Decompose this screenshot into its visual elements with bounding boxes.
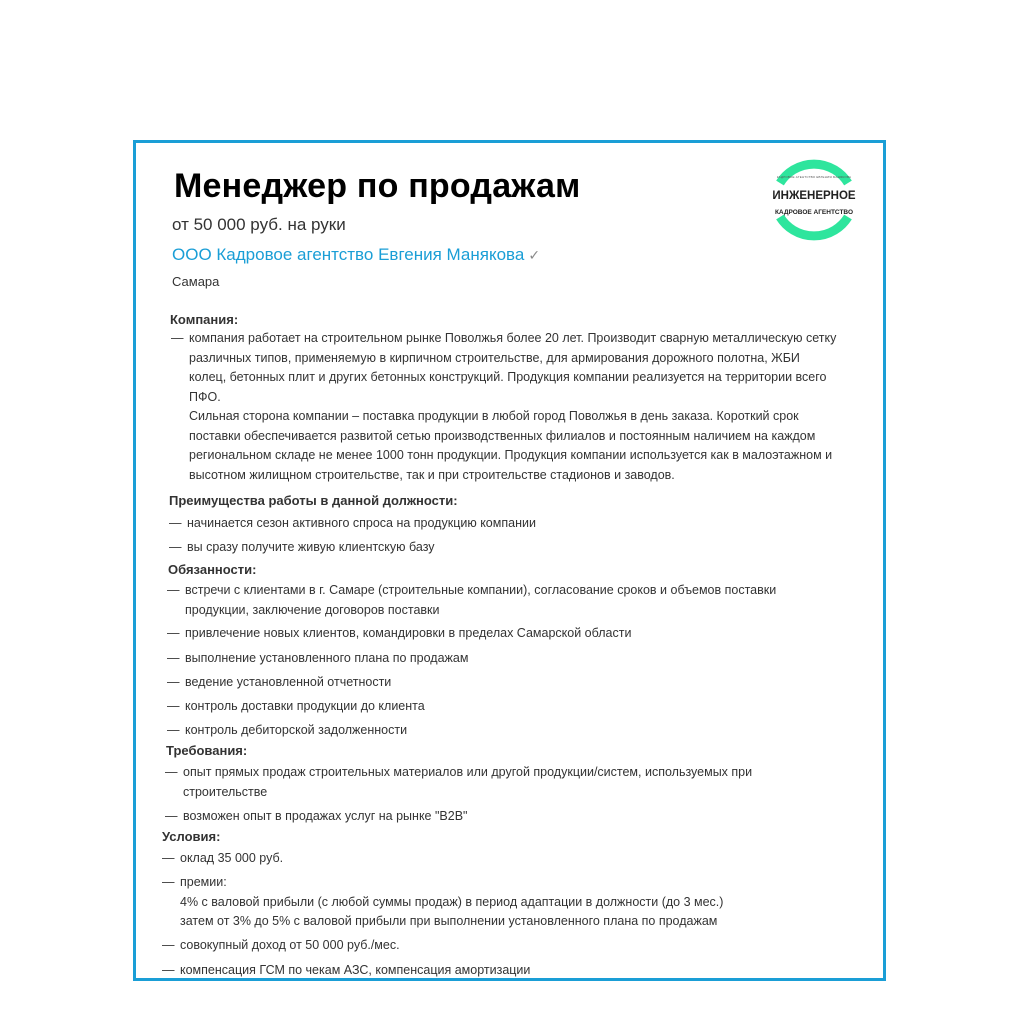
list-item	[167, 649, 867, 669]
list-item	[167, 697, 867, 717]
company-text-line: различных типов, применяемую в кирпичном строительстве, для армирования дорожного полотна, ЖБИ	[189, 350, 800, 365]
list-item-text: 4% с валовой прибыли (с любой суммы продаж) в период адаптации в должности (до 3 мес.)	[180, 894, 724, 909]
dash-marker: —	[171, 331, 184, 345]
company-text-line: ПФО.	[189, 389, 221, 404]
company-link[interactable]	[172, 245, 540, 265]
list-item-text: премии:	[180, 875, 227, 889]
dash-marker: —	[162, 963, 175, 977]
list-item-text: опыт прямых продаж строительных материалов или другой продукции/систем, используемых при	[183, 765, 753, 779]
list-item	[165, 807, 865, 827]
duties-heading: Обязанности:	[168, 562, 257, 577]
list-item	[162, 849, 862, 869]
salary: от 50 000 руб. на руки	[172, 215, 346, 234]
dash-marker: —	[167, 723, 180, 737]
company-text-line: поставки обеспечивается развитой сетью производственных филиалов и постоянным наличием на каждом	[189, 428, 816, 443]
list-item	[162, 961, 862, 981]
dash-marker: —	[162, 875, 175, 889]
company-text-line: Сильная сторона компании – поставка продукции в любой город Поволжья в день заказа. Короткий срок	[189, 409, 799, 423]
advantages-heading: Преимущества работы в данной должности:	[169, 493, 458, 508]
list-item-text: выполнение установленного плана по продажам	[185, 651, 469, 665]
company-text-line: колец, бетонных плит и других бетонных конструкций. Продукция компании реализуется на территории всего	[189, 370, 827, 384]
dash-marker: —	[167, 626, 180, 640]
dash-marker: —	[169, 516, 182, 530]
company-name[interactable]: ООО Кадровое агентство Евгения Манякова	[172, 245, 525, 264]
vacancy-title: Менеджер по продажам	[174, 167, 581, 205]
list-item-text: контроль дебиторской задолженности	[185, 723, 408, 737]
company-text-line: высотном жилищном строительстве, так и при строительстве стадионов и заводов.	[189, 467, 675, 482]
logo-tagline: КАДРОВОЕ АГЕНТСТВО ЕВГЕНИЯ МАНЯКОВА	[776, 175, 852, 179]
dash-marker: —	[167, 651, 180, 665]
list-item	[169, 514, 869, 534]
vacancy-card	[133, 140, 886, 981]
list-item-text: оклад 35 000 руб.	[180, 851, 284, 865]
list-item-text: продукции, заключение договоров поставки	[185, 602, 440, 617]
dash-marker: —	[165, 765, 178, 779]
list-item-text: строительстве	[183, 784, 268, 799]
list-item-text: вы сразу получите живую клиентскую базу	[187, 540, 435, 554]
list-item-text: затем от 3% до 5% с валовой прибыли при выполнении установленного плана по продажам	[180, 914, 718, 928]
company-description	[171, 329, 871, 485]
dash-marker: —	[167, 699, 180, 713]
list-item-text: начинается сезон активного спроса на продукцию компании	[187, 516, 536, 530]
list-item	[167, 581, 867, 620]
verified-check-icon: ✓	[528, 246, 541, 263]
company-logo	[766, 155, 862, 243]
list-item	[167, 624, 867, 644]
list-item-text: совокупный доход от 50 000 руб./мес.	[180, 938, 400, 952]
company-text-line: компания работает на строительном рынке Поволжья более 20 лет. Производит сварную металлическую сетку	[189, 331, 837, 345]
list-item	[167, 673, 867, 693]
dash-marker: —	[167, 583, 180, 597]
dash-marker: —	[162, 851, 175, 865]
list-item-text: контроль доставки продукции до клиента	[185, 699, 425, 713]
logo-name: ИНЖЕНЕРНОЕ	[772, 190, 856, 202]
company-text-line: региональном складе не менее 1000 тонн продукции. Продукция компании используется как в малоэтажном и	[189, 448, 833, 462]
dash-marker: —	[167, 675, 180, 689]
company-heading: Компания:	[170, 312, 239, 327]
list-item-text: возможен опыт в продажах услуг на рынке "B2B"	[183, 809, 468, 823]
dash-marker: —	[165, 809, 178, 823]
city: Самара	[172, 274, 220, 289]
list-item	[167, 721, 867, 741]
dash-marker: —	[162, 938, 175, 952]
dash-marker: —	[169, 540, 182, 554]
requirements-heading: Требования:	[166, 743, 248, 758]
logo-subtitle: КАДРОВОЕ АГЕНТСТВО	[774, 209, 854, 216]
list-item-text: ведение установленной отчетности	[185, 675, 392, 689]
list-item	[162, 873, 862, 932]
list-item	[165, 763, 865, 802]
list-item	[169, 538, 869, 558]
list-item-text: компенсация ГСМ по чекам АЗС, компенсация амортизации	[180, 963, 531, 977]
conditions-heading: Условия:	[162, 829, 221, 844]
list-item	[162, 936, 862, 956]
list-item-text: встречи с клиентами в г. Самаре (строительные компании), согласование сроков и объемов поставки	[185, 583, 777, 597]
list-item-text: привлечение новых клиентов, командировки в пределах Самарской области	[185, 626, 632, 640]
